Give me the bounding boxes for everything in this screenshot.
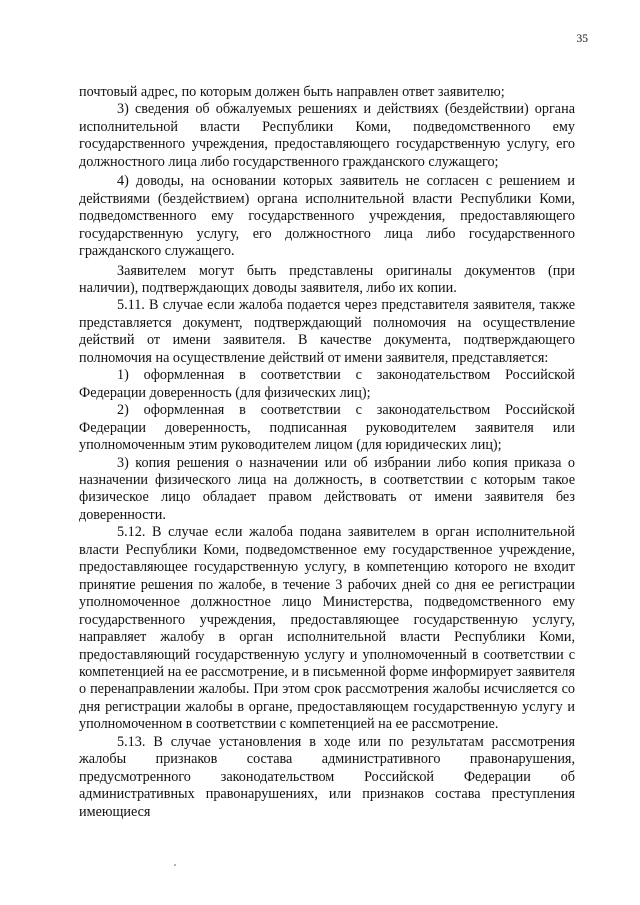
paragraph: 4) доводы, на основании которых заявитель не согласен с решением и действиями (бездействием) органа исполнительной власти Республики Коми, подведомственного ему государственного учреждения, предоставляющего государственную услугу, его должностного лица либо государственного гражданского служащего. (79, 173, 575, 260)
page-number: 35 (576, 33, 588, 45)
paragraph: 5.13. В случае установления в ходе или по результатам рассмотрения жалобы признаков состава административного правонарушения, предусмотренного законодательством Российской Федерации об административных правонарушениях, или признаков состава преступления имеющиеся (79, 733, 575, 820)
paragraph: Заявителем могут быть представлены оригиналы документов (при наличии), подтверждающих доводы заявителя, либо их копии. (79, 262, 575, 296)
document-body (79, 84, 575, 821)
paragraph: 2) оформленная в соответствии с законодательством Российской Федерации доверенность, подписанная руководителем заявителя или уполномоченным этим руководителем лицом (для юридических лиц); (79, 402, 575, 454)
paragraph: 1) оформленная в соответствии с законодательством Российской Федерации доверенность (для физических лиц); (79, 367, 575, 401)
paragraph: 5.11. В случае если жалоба подается через представителя заявителя, также представляется документ, подтверждающий полномочия на осуществление действий от имени заявителя. В качестве документа, подтверждающего полномочия на осуществление действий от имени заявителя, представляется: (79, 297, 575, 366)
paragraph: 3) сведения об обжалуемых решениях и действиях (бездействии) органа исполнительной власти Республики Коми, подведомственного ему государственного учреждения, предоставляющего государственную услугу, его должностного лица либо государственного гражданского служащего; (79, 101, 575, 170)
paragraph: почтовый адрес, по которым должен быть направлен ответ заявителю; (79, 84, 505, 100)
scan-speck (174, 864, 176, 866)
paragraph: 3) копия решения о назначении или об избрании либо копия приказа о назначении физического лица на должность, в соответствии с которым такое физическое лицо обладает правом действовать от имени заявителя без доверенности. (79, 454, 575, 523)
paragraph: 5.12. В случае если жалоба подана заявителем в орган исполнительной власти Республики Коми, подведомственное ему государственное учреждение, предоставляющее государственную услугу, в компетенцию которого не входит принятие решения по жалобе, в течение 3 рабочих дней со дня ее регистрации уполномоченное должностное лицо Министерства, подведомственного ему государственного учреждения, предоставляющее государственную услугу, направляет жалобу в орган исполнительной власти Республики Коми, предоставляющий государственную услугу и уполномоченный в соответствии с компетенцией на ее рассмотрение, и в письменной форме информирует заявителя о перенаправлении жалобы. При этом срок рассмотрения жалобы исчисляется со дня регистрации жалобы в органе, предоставляющем государственную услугу и уполномоченном в соответствии с компетенцией на ее рассмотрение. (79, 524, 575, 733)
